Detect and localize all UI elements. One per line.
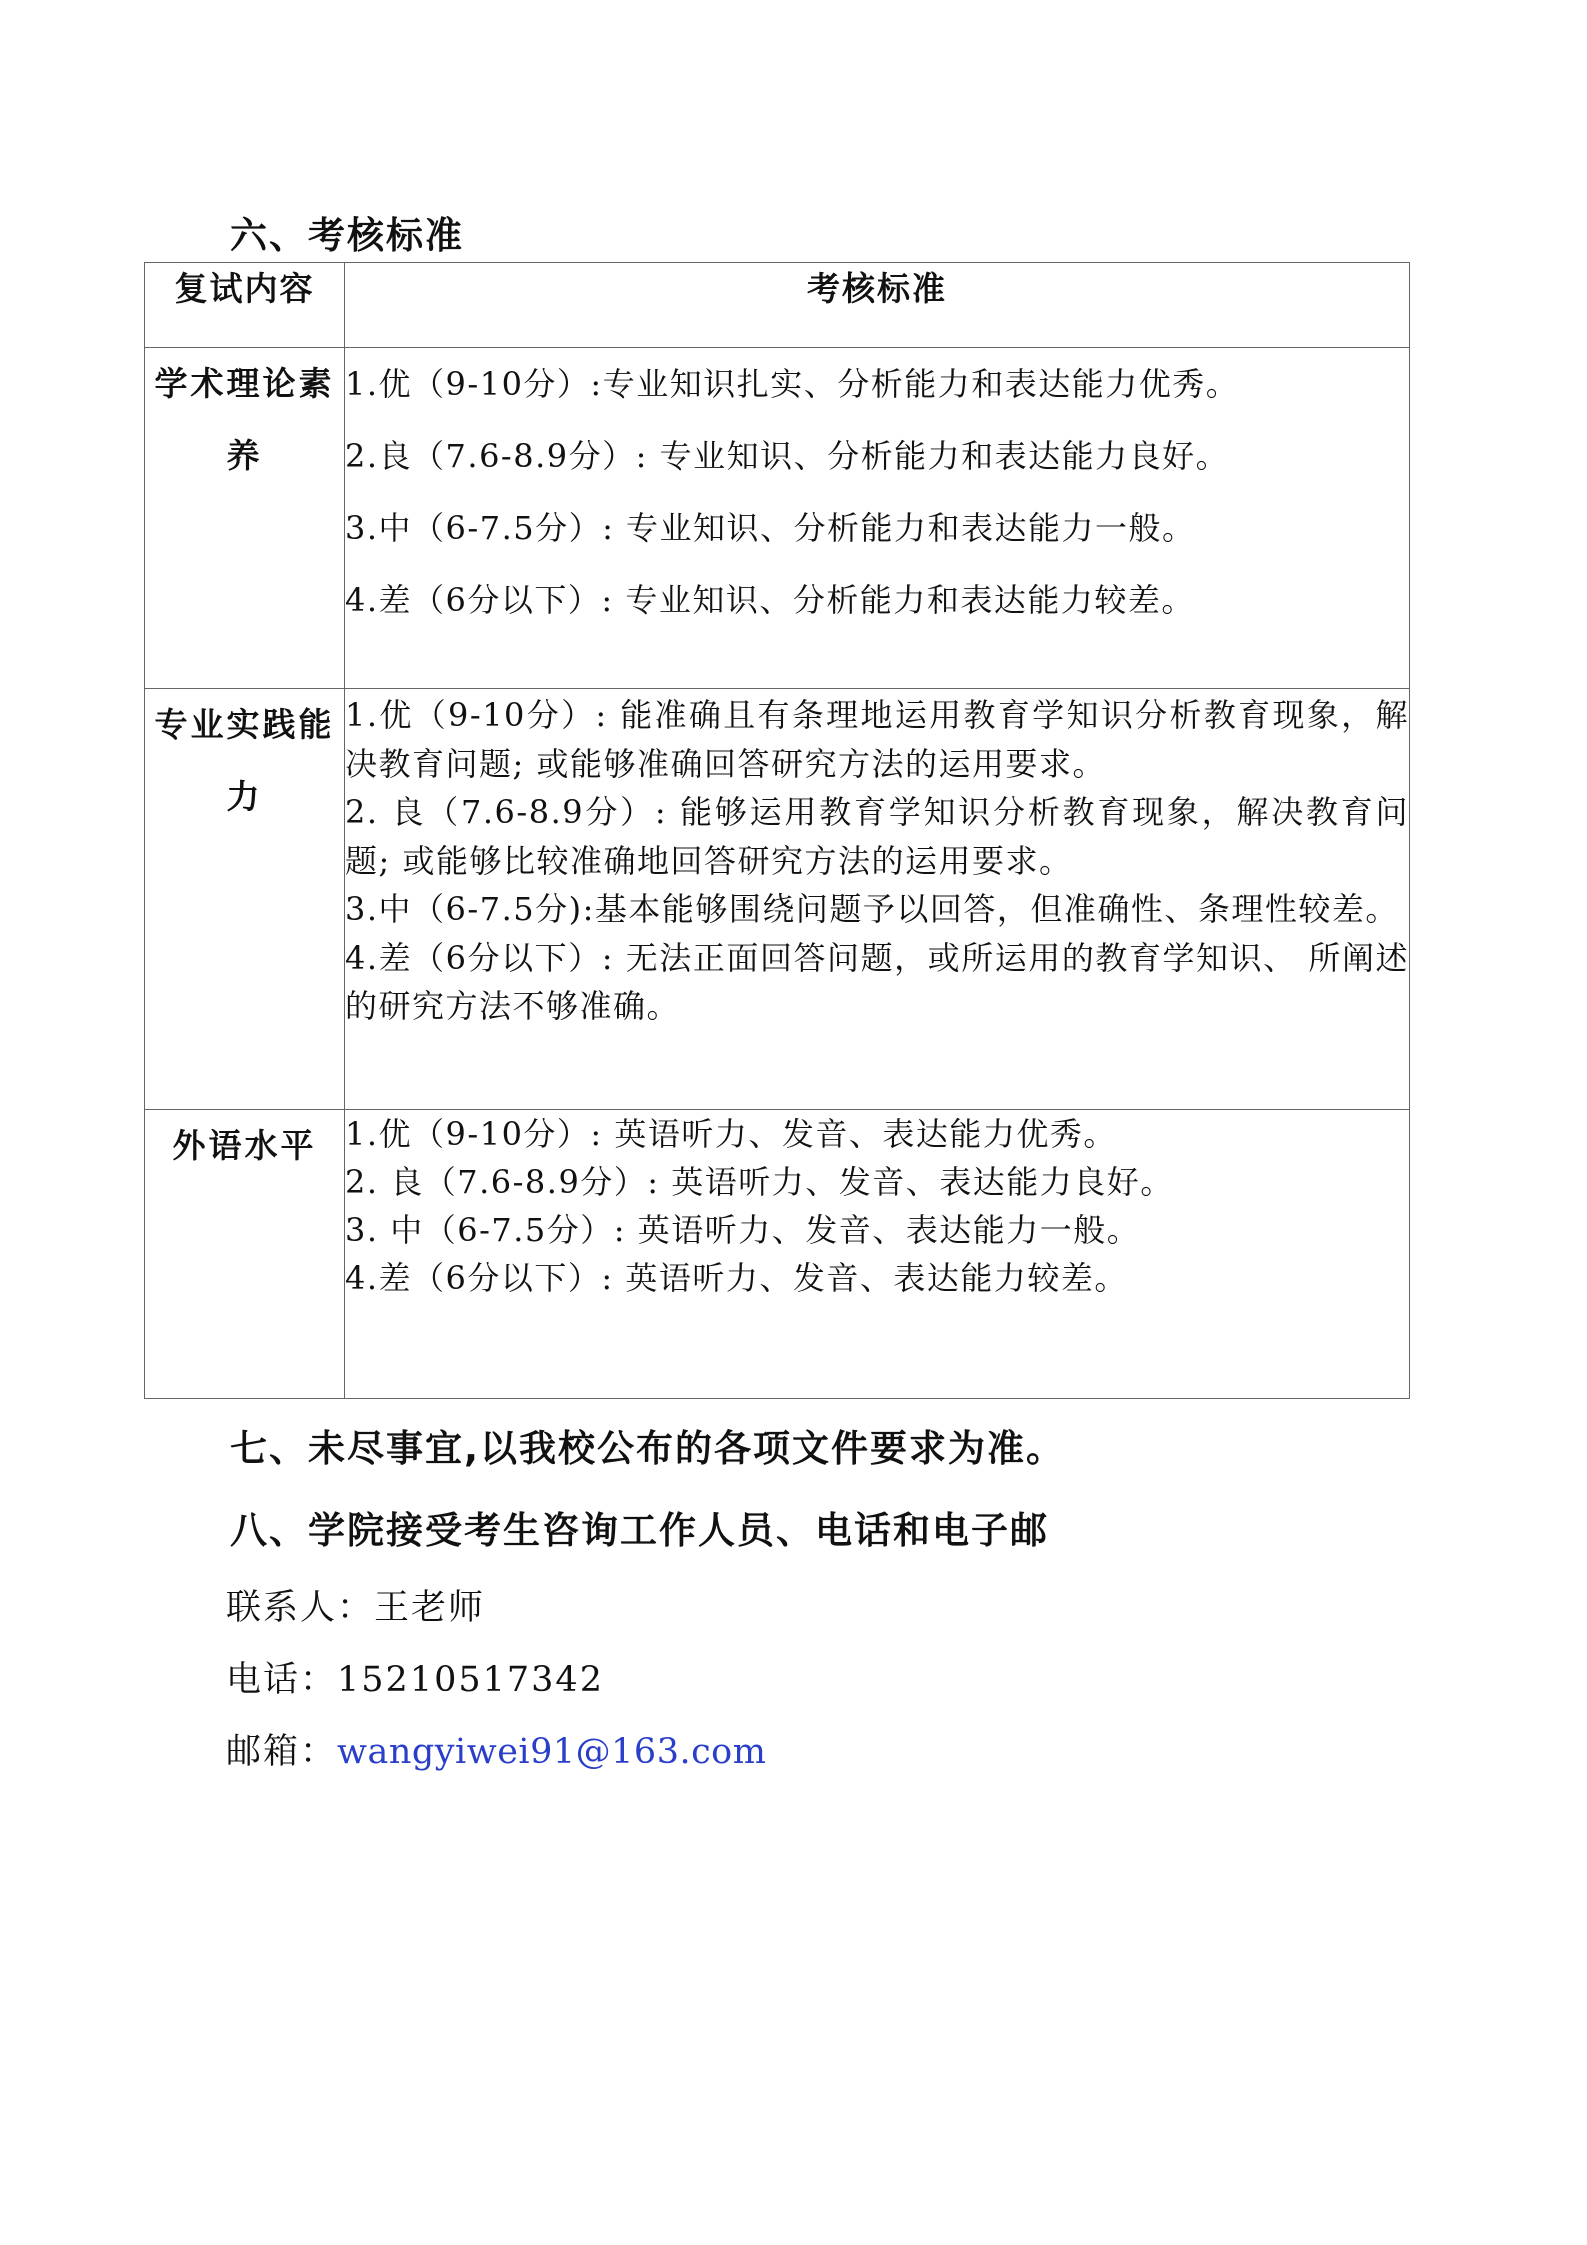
contact-phone-label: 电话： [226,1660,338,1700]
contact-phone [226,1652,604,1702]
contact-email-label: 邮箱： [226,1732,338,1772]
criteria-line: 2.良（7.6-8.9分）: 专业知识、分析能力和表达能力良好。 [345,437,1230,475]
table-header-row [145,263,1410,348]
contact-email [226,1724,766,1774]
header-cell-exam-content: 复试内容 [145,263,345,348]
contact-person-label: 联系人： [226,1588,375,1628]
criteria-line: 1.优（9-10分）: 英语听力、发音、表达能力优秀。 [345,1115,1117,1153]
criteria-line: 3.中（6-7.5分）: 专业知识、分析能力和表达能力一般。 [345,509,1196,547]
table-row [145,348,1410,689]
email-link[interactable]: wangyiwei91@163.com [337,1732,767,1772]
section-title-assessment-criteria: 六、考核标准 [230,214,464,257]
criteria-cell [345,348,1410,689]
contact-person [226,1580,485,1630]
table-row [145,689,1410,1110]
criteria-line: 2. 良（7.6-8.9分）: 能够运用教育学知识分析教育现象，解决教育问题; 或能够比较准确地回答研究方法的运用要求。 [345,793,1409,880]
contact-phone-value: 15210517342 [337,1660,604,1700]
item-name-academic-theory: 学术理论素养 [145,348,345,689]
criteria-line: 4.差（6分以下）: 英语听力、发音、表达能力较差。 [345,1259,1128,1297]
section-title-other-matters: 七、未尽事宜,以我校公布的各项文件要求为准。 [230,1427,1066,1470]
criteria-cell [345,1110,1410,1399]
section-title-contact-info: 八、学院接受考生咨询工作人员、电话和电子邮 [230,1509,1049,1552]
criteria-line: 3.中（6-7.5分):基本能够围绕问题予以回答，但准确性、条理性较差。 [345,890,1399,928]
item-name-professional-practice: 专业实践能力 [145,689,345,1110]
criteria-line: 4.差（6分以下）: 无法正面回答问题，或所运用的教育学知识、 所阐述的研究方法不够准确。 [345,938,1409,1025]
criteria-line: 1.优（9-10分）: 能准确且有条理地运用教育学知识分析教育现象，解决教育问题; 或能够准确回答研究方法的运用要求。 [345,696,1409,783]
criteria-line: 1.优（9-10分）:专业知识扎实、分析能力和表达能力优秀。 [345,365,1240,403]
criteria-line: 4.差（6分以下）: 专业知识、分析能力和表达能力较差。 [345,581,1195,619]
item-name-foreign-language: 外语水平 [145,1110,345,1399]
assessment-criteria-table [144,262,1410,1399]
table-row [145,1110,1410,1399]
contact-person-value: 王老师 [374,1588,486,1628]
criteria-line: 3. 中（6-7.5分）: 英语听力、发音、表达能力一般。 [345,1211,1141,1249]
criteria-line: 2. 良（7.6-8.9分）: 英语听力、发音、表达能力良好。 [345,1163,1174,1201]
header-cell-assessment-standard: 考核标准 [345,263,1410,348]
criteria-cell [345,689,1410,1110]
